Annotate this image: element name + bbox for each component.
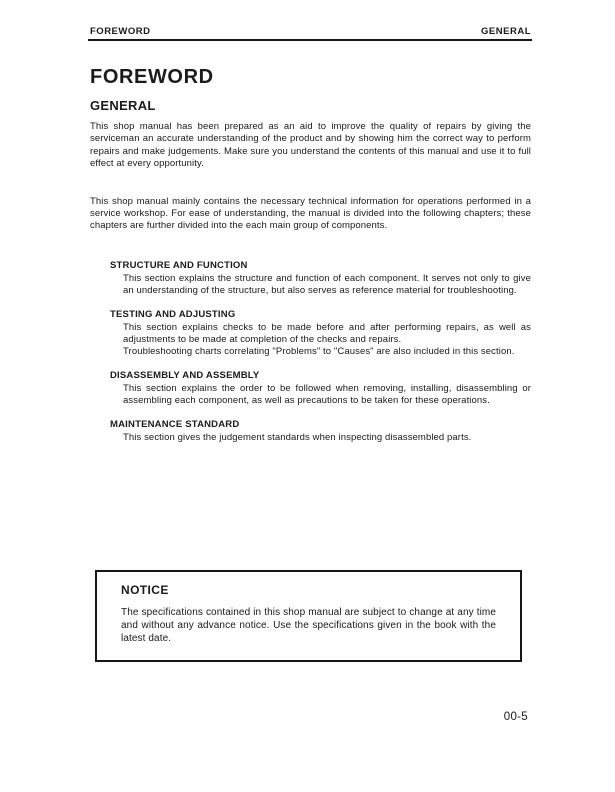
section-paragraph: This section gives the judgement standards when inspecting disassembled parts. xyxy=(123,431,472,443)
section-paragraph: Troubleshooting charts correlating "Problems" to "Causes" are also included in this section. xyxy=(123,346,515,358)
section-structure-and-function xyxy=(90,260,531,298)
section-testing-and-adjusting xyxy=(90,309,531,359)
running-header-left: FOREWORD xyxy=(90,26,151,37)
section-heading: MAINTENANCE STANDARD xyxy=(110,418,240,430)
section-heading: STRUCTURE AND FUNCTION xyxy=(110,259,248,271)
section-disassembly-and-assembly xyxy=(90,370,531,408)
section-heading: DISASSEMBLY AND ASSEMBLY xyxy=(110,369,260,381)
running-header-right: GENERAL xyxy=(481,26,531,37)
section-paragraph: This section explains the structure and function of each component. It serves not only to give an understanding of the structure, but also serves as reference material for troubleshooting. xyxy=(123,272,531,297)
section-paragraph: This section explains checks to be made before and after performing repairs, as well as adjustments to be made at completion of the checks and repairs. xyxy=(123,321,531,346)
page-number: 00-5 xyxy=(503,711,528,723)
intro-paragraph-2: This shop manual mainly contains the necessary technical information for operations performed in a service workshop. For ease of understanding, the manual is divided into the following chapters; these chapters are further divided into the each main group of components. xyxy=(90,195,531,232)
running-header xyxy=(90,26,531,37)
intro-paragraph-1: This shop manual has been prepared as an aid to improve the quality of repairs by giving the serviceman an accurate understanding of the product and by showing him the correct way to perform repairs and make judgements. Make sure you understand the contents of this manual and use it to full effect at every opportunity. xyxy=(90,121,531,170)
notice-body: The specifications contained in this shop manual are subject to change at any time and without any advance notice. Use the specifications given in the book with the latest date. xyxy=(121,607,496,645)
page-title: FOREWORD xyxy=(90,66,214,88)
notice-title: NOTICE xyxy=(121,583,169,597)
page-subtitle: GENERAL xyxy=(90,98,156,113)
page-content xyxy=(90,66,531,455)
header-rule xyxy=(88,39,532,41)
section-heading: TESTING AND ADJUSTING xyxy=(110,308,236,320)
section-maintenance-standard xyxy=(90,419,531,444)
section-paragraph: This section explains the order to be followed when removing, installing, disassembling or assembling each component, as well as precautions to be taken for these operations. xyxy=(123,382,531,407)
notice-box xyxy=(95,570,522,662)
chapter-sections xyxy=(90,260,531,444)
